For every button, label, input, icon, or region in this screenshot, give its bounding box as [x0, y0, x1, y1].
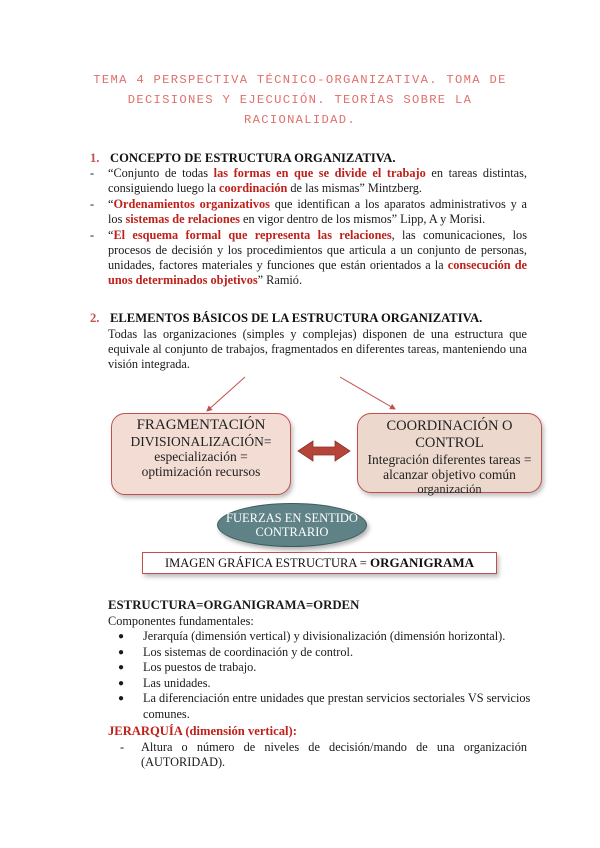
fragmentation-line-2: DIVISIONALIZACIÓN=	[130, 434, 272, 449]
ellipse-line-1: FUERZAS EN SENTIDO	[226, 511, 358, 525]
opposing-forces-ellipse	[217, 503, 367, 547]
bullet-dot-icon: ●	[118, 677, 125, 689]
list-item	[115, 660, 535, 676]
banner-bold: ORGANIGRAMA	[370, 555, 474, 570]
fragmentation-line-1: FRAGMENTACIÓN	[136, 417, 266, 433]
bullet-dot-icon: ●	[118, 646, 125, 658]
section-1-number: 1.	[90, 151, 100, 165]
fragmentation-box	[111, 413, 291, 495]
coordination-line-2: Integración diferentes tareas =	[367, 452, 532, 467]
document-title	[80, 70, 520, 130]
list-item-text: Los sistemas de coordinación y de control.	[143, 644, 354, 659]
definition-mintzberg	[90, 166, 527, 196]
coordination-line-1: COORDINACIÓN O CONTROL	[386, 418, 513, 451]
section-1-bullets	[90, 166, 527, 289]
highlight-text: El esquema formal que representa las relaciones	[113, 228, 392, 242]
bullet-dash: -	[90, 228, 95, 242]
section-2-title: ELEMENTOS BÁSICOS DE LA ESTRUCTURA ORGANIZATIVA.	[110, 311, 483, 325]
highlight-text: consecución de unos determinados objetivos	[108, 258, 527, 287]
coordination-box	[357, 413, 542, 496]
arrow-to-coordination	[340, 377, 395, 409]
title-line-2: DECISIONES Y EJECUCIÓN. TEORÍAS SOBRE LA	[127, 93, 473, 107]
ellipse-line-2: CONTRARIO	[255, 525, 329, 539]
list-item-text: La diferenciación entre unidades que prestan servicios sectoriales VS servicios comunes.	[143, 691, 531, 721]
components-label: Componentes fundamentales:	[108, 614, 254, 628]
text: “Conjunto de todas	[108, 166, 214, 180]
highlight-text: sistemas de relaciones	[125, 212, 240, 226]
bullet-dot-icon: ●	[118, 631, 125, 642]
double-arrow-icon	[298, 441, 350, 461]
section-2-number: 2.	[90, 311, 100, 325]
section-1-title: CONCEPTO DE ESTRUCTURA ORGANIZATIVA.	[110, 151, 396, 165]
text: “	[108, 228, 114, 242]
definition-ramio	[90, 228, 527, 288]
bullet-dot-icon: ●	[118, 693, 125, 704]
arrow-to-fragmentation	[207, 377, 245, 411]
list-item	[115, 645, 535, 661]
section-2-heading	[90, 311, 482, 326]
bullet-dash: -	[90, 166, 95, 180]
title-line-1: TEMA 4 PERSPECTIVA TÉCNICO-ORGANIZATIVA. TOMA DE	[93, 73, 507, 87]
highlight-text: las formas en que se divide el trabajo	[213, 166, 426, 180]
highlight-text: Ordenamientos organizativos	[113, 197, 270, 211]
organigram-banner	[142, 552, 497, 574]
bullet-dash: -	[90, 197, 95, 211]
bullet-dot-icon: ●	[118, 662, 125, 673]
jerarquia-definition	[122, 740, 527, 770]
list-item	[115, 676, 535, 692]
list-item-text: Las unidades.	[143, 675, 211, 690]
coordination-line-3: alcanzar objetivo común	[383, 467, 516, 482]
list-item	[122, 740, 527, 770]
coordination-line-4: organización	[417, 482, 482, 496]
fragmentation-line-3: especialización =	[154, 449, 248, 464]
banner-text: IMAGEN GRÁFICA ESTRUCTURA =	[165, 556, 370, 570]
text: en vigor dentro de los mismos” Lipp, A y Morisi.	[239, 212, 486, 226]
list-item-text: Jerarquía (dimensión vertical) y divisionalización (dimensión horizontal).	[143, 629, 506, 643]
list-item	[115, 629, 535, 645]
bullet-dash: -	[120, 740, 125, 754]
text: que identifican a los aparatos administrativos y a los	[108, 197, 527, 226]
definition-lipp-morisi	[90, 197, 527, 227]
fragmentation-line-4: optimización recursos	[141, 464, 261, 479]
jerarquia-text: Altura o número de niveles de decisión/mando de una organización (AUTORIDAD).	[141, 740, 527, 769]
text: de las mismas” Mintzberg.	[287, 181, 422, 195]
text: en tareas distintas, consiguiendo luego la	[108, 166, 527, 195]
structure-title: ESTRUCTURA=ORGANIGRAMA=ORDEN	[108, 598, 360, 612]
section-2-paragraph: Todas las organizaciones (simples y complejas) disponen de una estructura que equivale al conjunto de trabajos, fragmentados en diferentes tareas, manteniendo una visión integrada.	[108, 327, 527, 371]
structure-diagram	[95, 375, 538, 580]
list-item-text: Los puestos de trabajo.	[143, 660, 257, 674]
text: “	[108, 197, 114, 211]
components-list	[115, 629, 535, 722]
section-1-heading	[90, 151, 396, 166]
text: , las comunicaciones, los procesos de decisión y los procedimientos que articula a un conjunto de personas, unidades, factores materiales y funciones que están orientados a la	[108, 228, 527, 272]
text: ” Ramió.	[257, 273, 303, 287]
title-line-3: RACIONALIDAD.	[244, 113, 356, 127]
highlight-text: coordinación	[219, 181, 288, 195]
jerarquia-title: JERARQUÍA (dimensión vertical):	[108, 724, 297, 738]
list-item	[115, 691, 535, 722]
